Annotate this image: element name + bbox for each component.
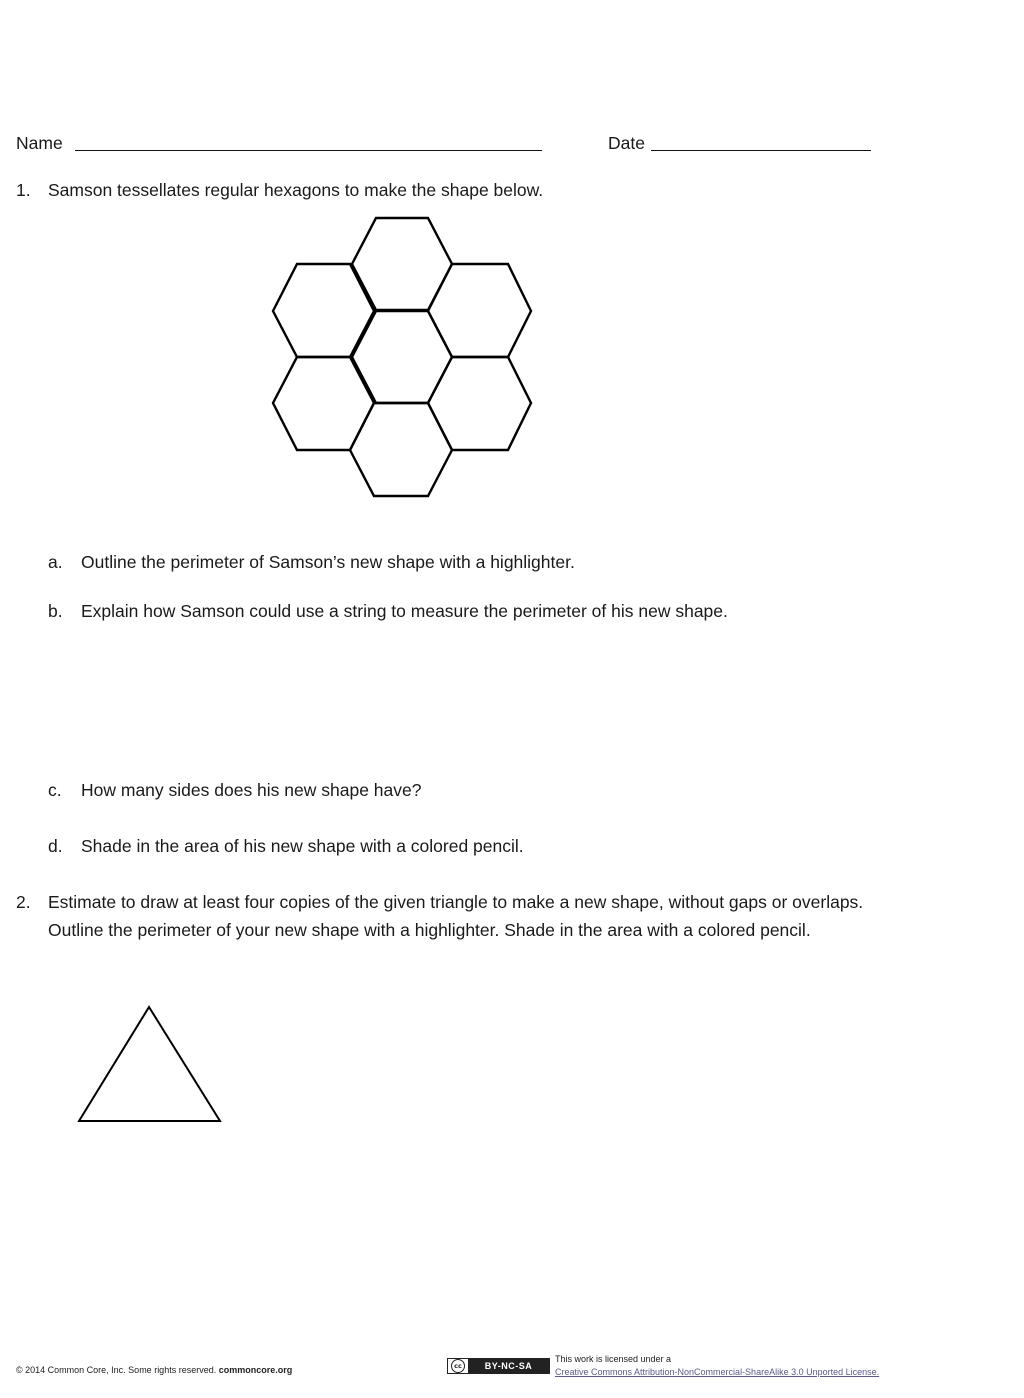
question-2-line-1: Estimate to draw at least four copies of the given triangle to make a new shape, without gaps or overlaps.: [48, 892, 864, 912]
hexagon-top: [352, 218, 452, 310]
part-c-text: How many sides does his new shape have?: [81, 780, 422, 800]
date-field[interactable]: [651, 150, 871, 151]
footer-copyright: [16, 1365, 292, 1375]
site-name: commoncore.org: [218, 1365, 293, 1375]
question-2-drawing-space[interactable]: [260, 990, 960, 1310]
given-triangle: [70, 1000, 230, 1130]
hexagon-lower-left: [273, 357, 374, 450]
hexagon-upper-left: [273, 264, 374, 357]
hexagon-center: [352, 311, 452, 403]
date-label: Date: [608, 133, 645, 153]
cc-badge-text: BY-NC-SA: [468, 1359, 549, 1373]
question-1-number: 1.: [16, 180, 31, 200]
hexagon-lower-right: [428, 357, 531, 450]
part-d-text: Shade in the area of his new shape with a colored pencil.: [81, 836, 524, 856]
cc-license-badge: [447, 1358, 550, 1374]
question-1-text: Samson tessellates regular hexagons to make the shape below.: [48, 180, 544, 200]
part-d-letter: d.: [48, 836, 63, 856]
copyright-text: © 2014 Common Core, Inc. Some rights reserved.: [16, 1365, 217, 1375]
question-2-line-2: Outline the perimeter of your new shape with a highlighter. Shade in the area with a colored pencil.: [48, 920, 811, 940]
license-line-1: This work is licensed under a: [555, 1354, 672, 1364]
part-a-letter: a.: [48, 552, 63, 572]
part-c-letter: c.: [48, 780, 62, 800]
part-b-letter: b.: [48, 601, 63, 621]
cc-icon: cc: [451, 1359, 465, 1373]
license-link[interactable]: Creative Commons Attribution-NonCommercial-ShareAlike 3.0 Unported License.: [555, 1367, 880, 1377]
hexagon-upper-right: [428, 264, 531, 357]
part-b-answer-space[interactable]: [81, 630, 941, 770]
part-a-text: Outline the perimeter of Samson’s new shape with a highlighter.: [81, 552, 575, 572]
question-2-number: 2.: [16, 892, 31, 912]
hexagon-bottom: [350, 403, 452, 496]
name-field[interactable]: [75, 150, 542, 151]
part-b-text: Explain how Samson could use a string to measure the perimeter of his new shape.: [81, 601, 728, 621]
name-label: Name: [16, 133, 63, 153]
